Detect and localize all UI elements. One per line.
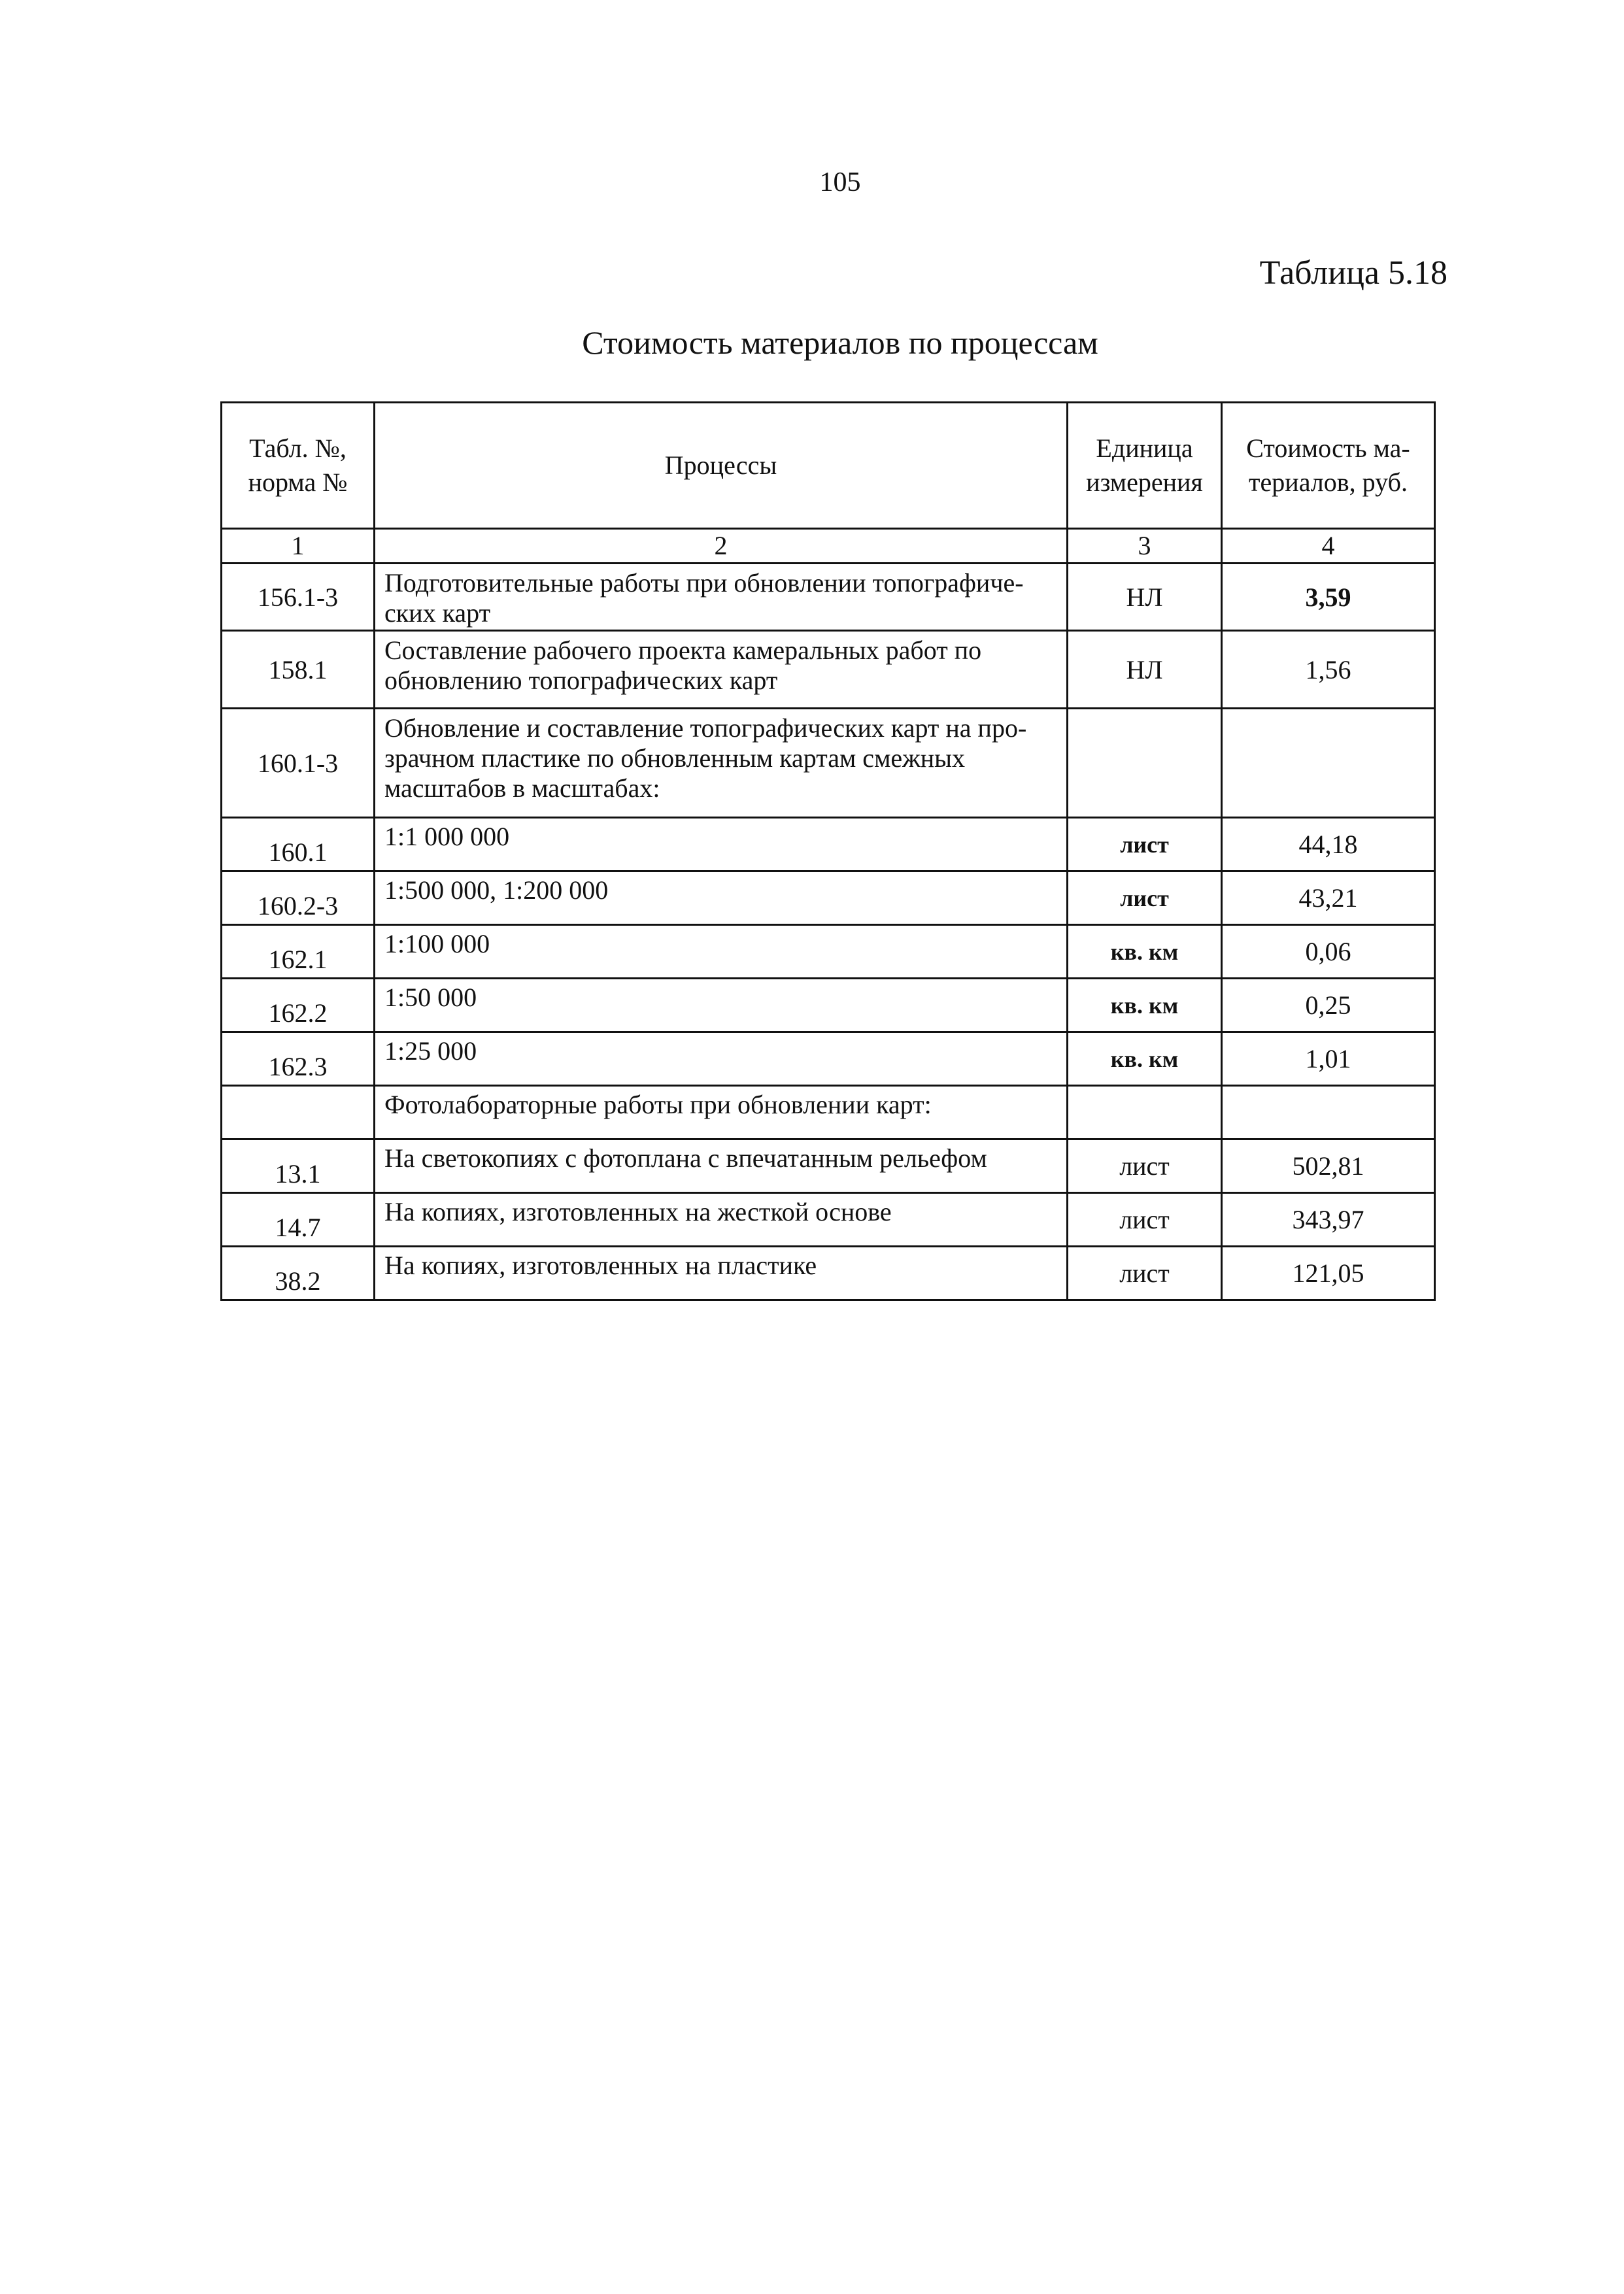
row-process: На копиях, изготовленных на пластике bbox=[375, 1247, 1068, 1300]
row-code: 158.1 bbox=[222, 631, 375, 709]
row-cost: 1,56 bbox=[1222, 631, 1435, 709]
row-code: 160.1 bbox=[222, 818, 375, 871]
row-cost: 121,05 bbox=[1222, 1247, 1435, 1300]
row-process: Фотолабораторные работы при обновлении карт: bbox=[375, 1086, 1068, 1139]
row-code: 13.1 bbox=[222, 1139, 375, 1193]
row-unit: НЛ bbox=[1068, 631, 1222, 709]
column-number-2: 2 bbox=[375, 529, 1068, 564]
row-unit: лист bbox=[1068, 818, 1222, 871]
table-row bbox=[222, 871, 1435, 925]
row-process: 1:500 000, 1:200 000 bbox=[375, 871, 1068, 925]
table-row bbox=[222, 979, 1435, 1032]
row-cost: 3,59 bbox=[1222, 564, 1435, 631]
row-code: 38.2 bbox=[222, 1247, 375, 1300]
row-process: 1:100 000 bbox=[375, 925, 1068, 979]
table-caption: Таблица 5.18 bbox=[1259, 254, 1447, 292]
header-processes-text: Процессы bbox=[664, 450, 777, 480]
row-code: 160.2-3 bbox=[222, 871, 375, 925]
row-unit: кв. км bbox=[1068, 925, 1222, 979]
row-process: На светокопиях с фотоплана с впечатанным рельефом bbox=[375, 1139, 1068, 1193]
row-code bbox=[222, 1086, 375, 1139]
table-row bbox=[222, 1247, 1435, 1300]
row-cost: 44,18 bbox=[1222, 818, 1435, 871]
row-process: 1:25 000 bbox=[375, 1032, 1068, 1086]
row-cost: 0,25 bbox=[1222, 979, 1435, 1032]
column-numbers-row bbox=[222, 529, 1435, 564]
row-cost: 343,97 bbox=[1222, 1193, 1435, 1247]
row-unit bbox=[1068, 709, 1222, 818]
row-unit: лист bbox=[1068, 1193, 1222, 1247]
row-code: 14.7 bbox=[222, 1193, 375, 1247]
row-process: 1:1 000 000 bbox=[375, 818, 1068, 871]
column-number-4: 4 bbox=[1222, 529, 1435, 564]
column-number-3: 3 bbox=[1068, 529, 1222, 564]
row-code: 156.1-3 bbox=[222, 564, 375, 631]
materials-cost-table bbox=[220, 401, 1436, 1301]
table-row bbox=[222, 1086, 1435, 1139]
header-processes bbox=[375, 403, 1068, 529]
row-code: 160.1-3 bbox=[222, 709, 375, 818]
row-process: Составление рабочего проекта камеральных работ по обновлению топографических карт bbox=[375, 631, 1068, 709]
row-process: Подготовительные работы при обновлении топографиче- ских карт bbox=[375, 564, 1068, 631]
table-row bbox=[222, 631, 1435, 709]
row-process: На копиях, изготовленных на жесткой основе bbox=[375, 1193, 1068, 1247]
column-number-1: 1 bbox=[222, 529, 375, 564]
table-row bbox=[222, 564, 1435, 631]
table-row bbox=[222, 1139, 1435, 1193]
row-unit: кв. км bbox=[1068, 979, 1222, 1032]
table-row bbox=[222, 709, 1435, 818]
row-cost: 0,06 bbox=[1222, 925, 1435, 979]
table-row bbox=[222, 1193, 1435, 1247]
header-unit-text: Единица измерения bbox=[1086, 433, 1203, 497]
header-cost-text: Стоимость ма- териалов, руб. bbox=[1246, 433, 1410, 497]
row-cost bbox=[1222, 709, 1435, 818]
table-row bbox=[222, 818, 1435, 871]
row-unit bbox=[1068, 1086, 1222, 1139]
row-code: 162.1 bbox=[222, 925, 375, 979]
row-unit: лист bbox=[1068, 1139, 1222, 1193]
row-unit: лист bbox=[1068, 1247, 1222, 1300]
table-header-row bbox=[222, 403, 1435, 529]
header-table-number bbox=[222, 403, 375, 529]
row-cost bbox=[1222, 1086, 1435, 1139]
row-unit: НЛ bbox=[1068, 564, 1222, 631]
row-code: 162.2 bbox=[222, 979, 375, 1032]
row-unit: лист bbox=[1068, 871, 1222, 925]
row-process: 1:50 000 bbox=[375, 979, 1068, 1032]
header-table-number-text: Табл. №, норма № bbox=[248, 433, 348, 497]
header-cost bbox=[1222, 403, 1435, 529]
row-unit: кв. км bbox=[1068, 1032, 1222, 1086]
row-cost: 502,81 bbox=[1222, 1139, 1435, 1193]
table-title: Стоимость материалов по процессам bbox=[582, 324, 1098, 361]
header-unit bbox=[1068, 403, 1222, 529]
page-number: 105 bbox=[819, 167, 861, 197]
row-process: Обновление и составление топографических карт на про- зрачном пластике по обновленным картам смежных масштабов в масштабах: bbox=[375, 709, 1068, 818]
table-row bbox=[222, 1032, 1435, 1086]
row-cost: 1,01 bbox=[1222, 1032, 1435, 1086]
row-code: 162.3 bbox=[222, 1032, 375, 1086]
row-cost: 43,21 bbox=[1222, 871, 1435, 925]
table-row bbox=[222, 925, 1435, 979]
